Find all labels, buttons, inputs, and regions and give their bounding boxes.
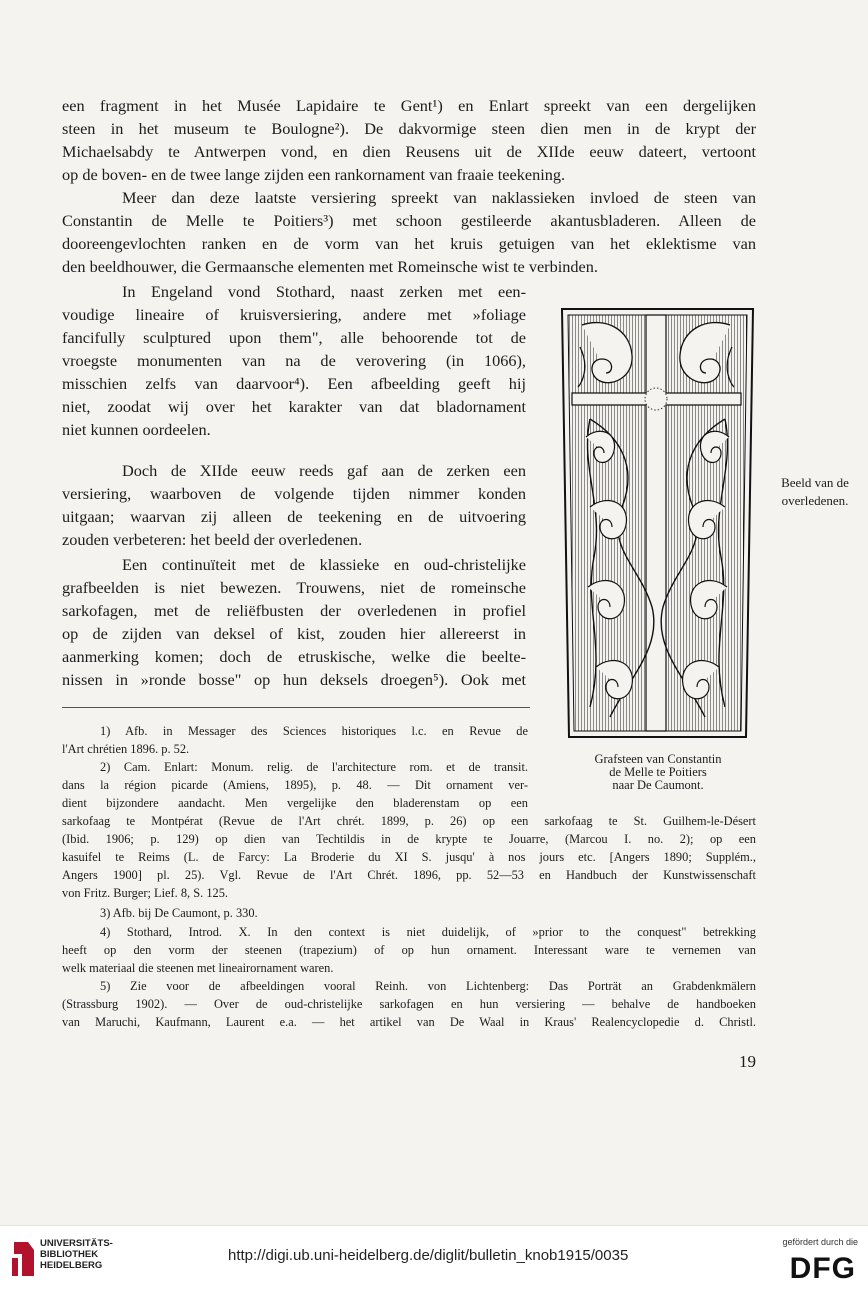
library-name-line: UNIVERSITÄTS-: [40, 1238, 113, 1249]
footnote-line: welk materiaal die steenen met lineairornament waren.: [62, 961, 334, 975]
body-line: In Engeland vond Stothard, naast zerken met een-: [122, 282, 526, 301]
body-line: zouden verbeteren: het beeld der overledenen.: [62, 530, 363, 549]
viewer-footer: [0, 1225, 868, 1293]
body-line: sarkofagen, met de reliëfbusten der overledenen in profiel: [62, 601, 526, 620]
figure-caption: [556, 753, 760, 792]
body-line: Constantin de Melle te Poitiers³) met schoon gestileerde akantusbladeren. Alleen de: [62, 211, 756, 230]
body-line: Doch de XIIde eeuw reeds gaf aan de zerken een: [122, 461, 526, 480]
footnote-line: 2) Cam. Enlart: Monum. relig. de l'architecture rom. et de transit.: [100, 760, 528, 774]
body-line: vroegste monumenten van na de verovering (in 1066),: [62, 351, 526, 370]
footnote-line: heeft op den vorm der steenen (trapezium) of op hun ornament. Interessant ware te vernemen van: [62, 943, 756, 957]
margin-note-line: overledenen.: [781, 493, 849, 508]
funding-note: gefördert durch die: [782, 1237, 858, 1247]
footnote-line: Angers 1900] pl. 25). Vgl. Revue de l'Art Chrét. 1896, pp. 52—53 en Handbuch der Kunstwissenschaft: [62, 868, 756, 882]
body-line: Meer dan deze laatste versiering spreekt van naklassieken invloed de steen van: [122, 188, 756, 207]
footnote-line: 5) Zie voor de afbeeldingen vooral Reinh. von Lichtenberg: Das Porträt an Grabdenkmälern: [100, 979, 756, 993]
footnote-line: kasuifel te Reims (L. de Farcy: La Broderie du XI S. jusqu' à nos jours etc. [Angers 1890; Supplém.,: [62, 850, 756, 864]
tombstone-illustration: [560, 307, 755, 739]
body-line: versiering, waarboven de volgende tijden nimmer konden: [62, 484, 526, 503]
library-name: [40, 1238, 113, 1271]
margin-note: [762, 474, 868, 510]
footnote-line: sarkofaag te Montpérat (Revue de l'Art chrét. 1899, p. 26) op een sarkofaag te St. Guilhem-le-Désert: [62, 814, 756, 828]
body-line: fancifully sculptured upon them", alle behoorende tot de: [62, 328, 526, 347]
footnote-line: dans la région picarde (Amiens, 1895), p. 48. — Dit ornament ver-: [62, 778, 528, 792]
body-line: dooreengevlochten ranken en de vorm van het kruis getuigen van het eklektisme van: [62, 234, 756, 253]
footnote-line: 4) Stothard, Introd. X. In den context is niet duidelijk, of »prior to the conquest" betrekking: [100, 925, 756, 939]
body-line: niet kunnen oordeelen.: [62, 420, 211, 439]
body-line: den beeldhouwer, die Germaansche elementen met Romeinsche wist te verbinden.: [62, 257, 598, 276]
footnote-divider: [62, 707, 530, 708]
footnote-line: von Fritz. Burger; Lief. 8, S. 125.: [62, 886, 228, 900]
caption-line: Grafsteen van Constantin: [594, 752, 722, 766]
body-line: voudige lineaire of kruisversiering, andere met »foliage: [62, 305, 526, 324]
margin-note-line: Beeld van de: [781, 475, 849, 490]
body-line: aanmerking komen; doch de etruskische, welke die beelte-: [62, 647, 526, 666]
footnote-line: dient bijzondere aandacht. Men vergelijke den bladerenstam op een: [62, 796, 528, 810]
footnote-line: (Ibid. 1906; p. 129) op dien van Techtildis in de krypte te Jouarre, (Marcou I. no. 2); op een: [62, 832, 756, 846]
dfg-logo[interactable]: DFG: [789, 1252, 856, 1285]
body-line: een fragment in het Musée Lapidaire te Gent¹) en Enlart spreekt van een dergelijken: [62, 96, 756, 115]
caption-line: naar De Caumont.: [612, 778, 704, 792]
body-line: uitgaan; waarvan zij alleen de teekening en de uitvoering: [62, 507, 526, 526]
footnote-line: 1) Afb. in Messager des Sciences historiques l.c. en Revue de: [100, 724, 528, 738]
body-line: steen in het museum te Boulogne²). De dakvormige steen dien men in de krypt der: [62, 119, 756, 138]
footnote-line: van Maruchi, Kaufmann, Laurent e.a. — het artikel van De Waal in Kraus' Realencyclopedie d. Christl.: [62, 1015, 756, 1029]
footnote-line: l'Art chrétien 1896. p. 52.: [62, 742, 190, 756]
caption-line: de Melle te Poitiers: [609, 765, 707, 779]
body-line: misschien zelfs van daarvoor⁴). Een afbeelding geeft hij: [62, 374, 526, 393]
page-number: 19: [739, 1052, 756, 1071]
body-line: op de boven- en de twee lange zijden een rankornament van fraaie teekening.: [62, 165, 566, 184]
body-line: grafbeelden is niet bewezen. Trouwens, niet de romeinsche: [62, 578, 526, 597]
footnote-line: 3) Afb. bij De Caumont, p. 330.: [100, 906, 258, 920]
permalink-url[interactable]: http://digi.ub.uni-heidelberg.de/diglit/bulletin_knob1915/0035: [228, 1247, 629, 1264]
library-name-line: HEIDELBERG: [40, 1260, 103, 1271]
body-line: niet, zoodat wij over het karakter van dat bladornament: [62, 397, 526, 416]
body-line: nissen in »ronde bosse" op hun deksels droegen⁵). Ook met: [62, 670, 526, 689]
body-line: op de zijden van deksel of kist, zouden hier allereerst in: [62, 624, 526, 643]
body-line: Michaelsabdy te Antwerpen vond, en dien Reusens uit de XIIde eeuw dateert, vertoont: [62, 142, 756, 161]
library-name-line: BIBLIOTHEK: [40, 1249, 99, 1260]
footnote-line: (Strassburg 1902). — Over de oud-christelijke sarkofagen en hun versiering — behalve de handboeken: [62, 997, 756, 1011]
body-line: Een continuïteit met de klassieke en oud-christelijke: [122, 555, 526, 574]
